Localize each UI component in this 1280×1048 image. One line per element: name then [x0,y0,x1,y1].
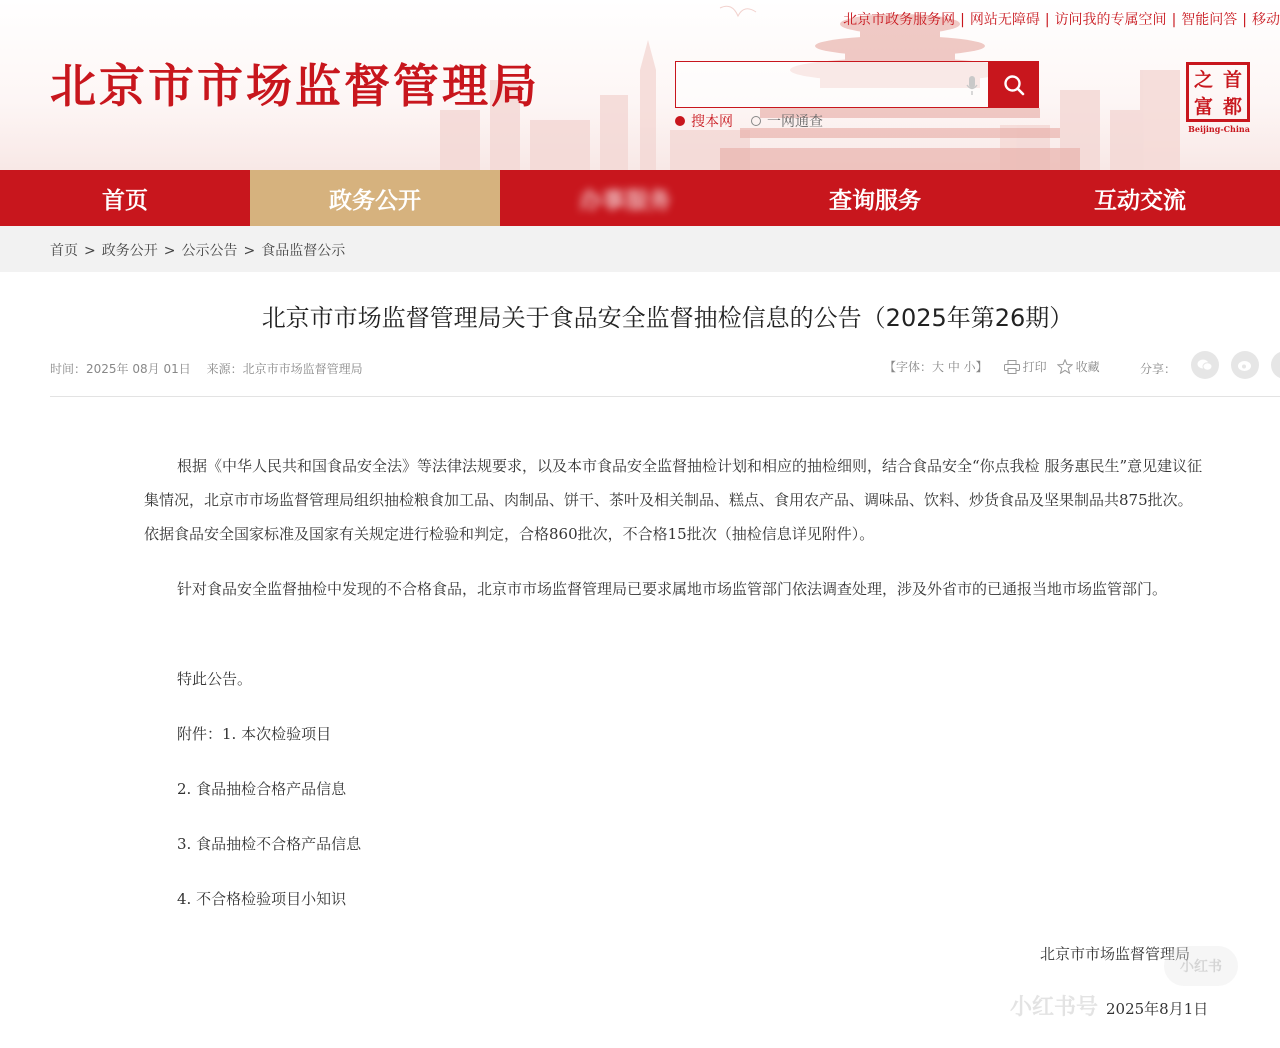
header-divider [50,396,1280,397]
breadcrumb-separator: > [163,243,176,259]
seal-char: 首 [1222,69,1242,91]
printer-icon [1004,360,1020,374]
seal-box [1186,62,1250,122]
microphone-icon[interactable] [966,76,978,96]
breadcrumb [50,240,345,260]
capital-seal-logo [1186,62,1252,136]
scope-option-label: 一网通查 [767,114,823,130]
seal-char: 都 [1222,96,1242,118]
search-box [675,61,988,108]
source-info [207,362,363,376]
top-link[interactable]: 智能问答 [1181,12,1238,28]
attachment-link-2[interactable]: 2. 食品抽检合格产品信息 [177,780,347,798]
separator: | [1171,12,1177,28]
top-link[interactable]: 访问我的专属空间 [1054,12,1167,28]
watermark-badge: 小红书 [1164,946,1238,986]
attachment-link-1[interactable]: 附件：1. 本次检验项目 [177,725,332,743]
star-icon [1057,359,1073,374]
top-link[interactable]: 北京市政务服务网 [843,12,956,28]
search-button[interactable] [988,61,1039,108]
article-meta [50,360,375,377]
signature-date: 2025年8月1日 [1106,1000,1209,1018]
breadcrumb-gov-affairs[interactable]: 政务公开 [101,243,158,259]
breadcrumb-announcements[interactable]: 公示公告 [181,243,238,259]
favorite-label: 收藏 [1075,360,1100,374]
top-link[interactable]: 移动 [1252,12,1280,28]
breadcrumb-current[interactable]: 食品监督公示 [261,243,346,259]
top-links [843,9,1280,29]
share-wechat-button[interactable] [1191,351,1219,379]
source-label: 来源： [206,362,243,376]
seal-char: 富 [1193,96,1213,118]
time-label: 时间： [50,362,87,376]
breadcrumb-home[interactable]: 首页 [50,243,78,259]
print-label: 打印 [1022,360,1047,374]
share-more-button[interactable] [1271,351,1280,379]
share-weibo-button[interactable] [1231,351,1259,379]
notice-line: 特此公告。 [177,670,253,688]
radio-icon [751,116,761,126]
separator: | [960,12,965,28]
separator: | [1242,12,1247,28]
signature: 北京市市场监督管理局 [1040,945,1191,963]
share-label: 分享： [1140,362,1177,376]
search-scope [675,111,823,131]
top-link[interactable]: 网站无障碍 [969,12,1040,28]
breadcrumb-separator: > [84,243,96,259]
radio-selected-icon [675,116,685,126]
print-button[interactable] [1004,358,1047,375]
breadcrumb-bar [0,226,1280,272]
source-value: 北京市市场监督管理局 [242,362,363,376]
search-input[interactable] [676,62,988,107]
search-icon [1003,74,1025,96]
scope-option-site[interactable] [675,111,733,131]
watermark-text: 小红书号 [1010,995,1099,1020]
site-header [0,0,1280,170]
nav-item-query[interactable]: 查询服务 [829,187,921,214]
main-nav [0,170,1280,226]
publish-time: 2025年 08月 01日 [86,362,191,376]
scope-option-all[interactable] [751,111,823,131]
attachment-link-3[interactable]: 3. 食品抽检不合格产品信息 [177,835,362,853]
nav-item-home[interactable]: 首页 [102,187,148,214]
nav-item-services[interactable]: 办事服务 [579,187,671,214]
article-tools [884,358,1110,375]
nav-item-gov-affairs[interactable]: 政务公开 [250,170,500,226]
breadcrumb-separator: > [243,243,256,259]
article-paragraph: 根据《中华人民共和国食品安全法》等法律法规要求，以及本市食品安全监督抽检计划和相应的抽检细则，结合食品安全“你点我检 服务惠民生”意见建议征集情况，北京市市场监督管理局组织抽检粮食加工品、肉制品、饼干、茶叶及相关制品、糕点、食用农产品、调味品、饮料、炒货食品及坚果制品共875批次。依据食品安全国家标准及国家有关规定进行检验和判定，合格860批次，不合格15批次（抽检信息详见附件）。 [144,457,1203,543]
scope-option-label: 搜本网 [691,114,733,130]
wechat-icon [1197,358,1213,372]
font-size-control[interactable]: 【字体：大 中 小】 [884,360,988,374]
article-paragraph: 针对食品安全监督抽检中发现的不合格食品，北京市市场监督管理局已要求属地市场监管部门依法调查处理，涉及外省市的已通报当地市场监管部门。 [177,580,1168,598]
seal-caption: Beijing-China [1188,124,1250,134]
article-title: 北京市市场监督管理局关于食品安全监督抽检信息的公告（2025年第26期） [261,304,1074,332]
nav-item-interaction[interactable]: 互动交流 [1094,187,1186,214]
time-info [50,362,191,376]
attachment-link-4[interactable]: 4. 不合格检验项目小知识 [177,890,347,908]
weibo-icon [1237,358,1253,372]
site-title[interactable]: 北京市市场监督管理局 [50,59,540,113]
seal-char: 之 [1193,69,1213,91]
separator: | [1044,12,1050,28]
favorite-button[interactable] [1057,358,1100,375]
